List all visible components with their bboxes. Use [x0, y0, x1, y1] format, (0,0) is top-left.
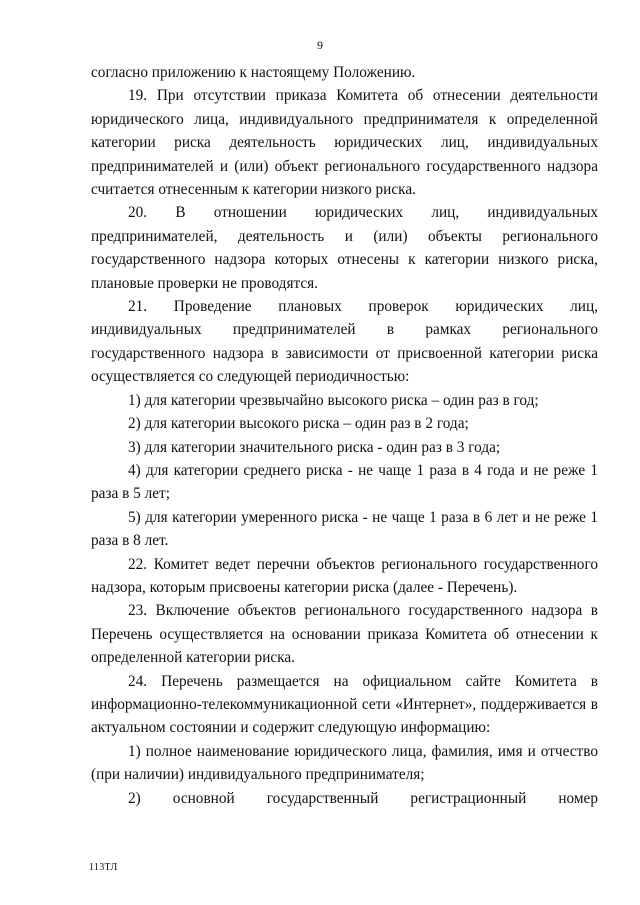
- list-item-2: 2) для категории высокого риска – один раз в 2 года;: [128, 415, 469, 433]
- paragraph-continuation: согласно приложению к настоящему Положению.: [91, 64, 416, 81]
- paragraph-21: 21. Проведение плановых проверок юридических лиц, индивидуальных предпринимателей в рамках регионального государственного надзора в зависимости от присвоенной категории риска осуществляется со следующей периодичностью:: [91, 298, 598, 386]
- document-body: [91, 61, 598, 810]
- paragraph-23: 23. Включение объектов регионального государственного надзора в Перечень осуществляется на основании приказа Комитета об отнесении к определенной категории риска.: [91, 602, 598, 667]
- paragraph-22: 22. Комитет ведет перечни объектов регионального государственного надзора, которым присвоены категории риска (далее - Перечень).: [91, 555, 598, 596]
- document-code: 113ТЛ: [89, 862, 118, 873]
- list-item-5: 5) для категории умеренного риска - не чаще 1 раза в 6 лет и не реже 1 раза в 8 лет.: [91, 508, 598, 550]
- list-item-info-1: 1) полное наименование юридического лица, фамилия, имя и отчество (при наличии) индивидуального предпринимателя;: [91, 742, 598, 784]
- list-item-info-2: 2) основной государственный регистрационный номер: [128, 789, 598, 807]
- list-item-3: 3) для категории значительного риска - один раз в 3 года;: [128, 438, 501, 456]
- paragraph-24: 24. Перечень размещается на официальном сайте Комитета в информационно-телекоммуникационной сети «Интернет», поддерживается в актуальном состоянии и содержит следующую информацию:: [91, 672, 598, 737]
- list-item-4: 4) для категории среднего риска - не чаще 1 раза в 4 года и не реже 1 раза в 5 лет;: [91, 461, 598, 503]
- paragraph-19: 19. При отсутствии приказа Комитета об отнесении деятельности юридического лица, индивидуального предпринимателя к определенной категории риска деятельность юридических лиц, индивидуальных предпринимателей и (или) объект регионального государственного надзора считается отнесенным к категории низкого риска.: [91, 87, 598, 199]
- paragraph-20: 20. В отношении юридических лиц, индивидуальных предпринимателей, деятельность и (или) объекты регионального государственного надзора которых отнесены к категории низкого риска, плановые проверки не проводятся.: [91, 204, 598, 292]
- page-number: 9: [317, 38, 323, 52]
- list-item-1: 1) для категории чрезвычайно высокого риска – один раз в год;: [128, 391, 539, 409]
